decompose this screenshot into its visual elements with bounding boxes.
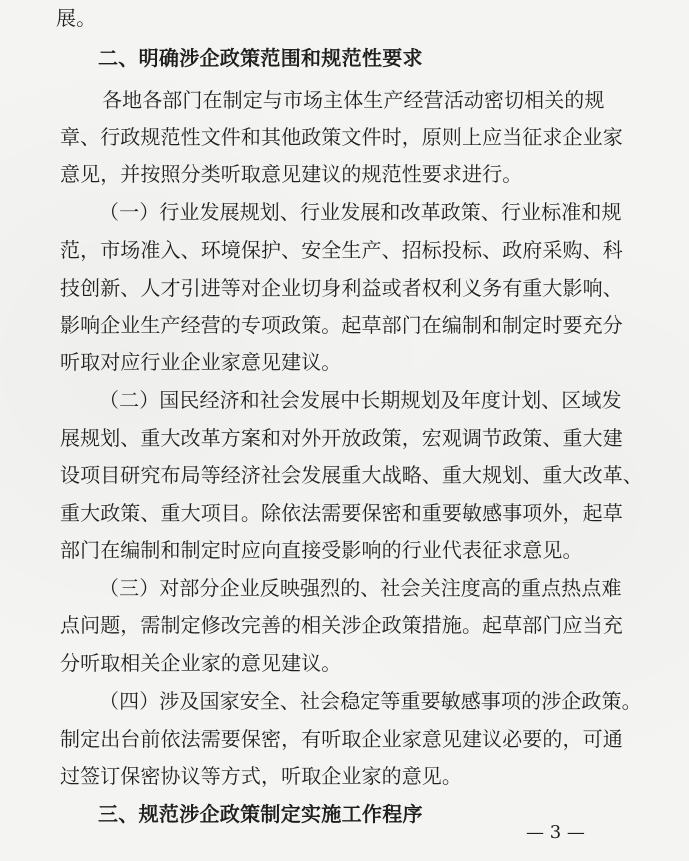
paragraph-intro-line-2: 章、行政规范性文件和其他政策文件时，原则上应当征求企业家 bbox=[60, 125, 623, 149]
paragraph-two-line-4: 重大政策、重大项目。除依法需要保密和重要敏感事项外，起草 bbox=[60, 501, 623, 525]
section-heading-3: 三、规范涉企政策制定实施工作程序 bbox=[98, 802, 423, 826]
paragraph-two-line-1: （二）国民经济和社会发展中长期规划及年度计划、区域发 bbox=[99, 388, 622, 412]
paragraph-one-line-3: 技创新、人才引进等对企业切身利益或者权利义务有重大影响、 bbox=[60, 276, 623, 300]
paragraph-four-line-1: （四）涉及国家安全、社会稳定等重要敏感事项的涉企政策。 bbox=[99, 689, 642, 713]
text-line-1: 展。 bbox=[56, 6, 97, 30]
page-number: — 3 — bbox=[526, 822, 585, 843]
paragraph-three-line-2: 点问题，需制定修改完善的相关涉企政策措施。起草部门应当充 bbox=[60, 613, 623, 637]
paragraph-one-line-5: 听取对应行业企业家意见建议。 bbox=[60, 350, 342, 374]
paragraph-one-line-4: 影响企业生产经营的专项政策。起草部门在编制和制定时要充分 bbox=[60, 313, 623, 337]
paragraph-one-line-1: （一）行业发展规划、行业发展和改革政策、行业标准和规 bbox=[99, 200, 622, 224]
section-heading-2: 二、明确涉企政策范围和规范性要求 bbox=[98, 46, 423, 70]
paragraph-two-line-5: 部门在编制和制定时应向直接受影响的行业代表征求意见。 bbox=[60, 538, 583, 562]
paragraph-intro-line-1: 各地各部门在制定与市场主体生产经营活动密切相关的规 bbox=[102, 88, 605, 112]
paragraph-three-line-1: （三）对部分企业反映强烈的、社会关注度高的重点热点难 bbox=[99, 576, 622, 600]
paragraph-two-line-3: 设项目研究布局等经济社会发展重大战略、重大规划、重大改革、 bbox=[60, 463, 643, 487]
paragraph-four-line-2: 制定出台前依法需要保密，有听取企业家意见建议必要的，可通 bbox=[60, 727, 623, 751]
paragraph-two-line-2: 展规划、重大改革方案和对外开放政策，宏观调节政策、重大建 bbox=[60, 426, 623, 450]
paragraph-four-line-3: 过签订保密协议等方式，听取企业家的意见。 bbox=[60, 764, 462, 788]
paragraph-three-line-3: 分听取相关企业家的意见建议。 bbox=[60, 651, 342, 675]
paragraph-intro-line-3: 意见，并按照分类听取意见建议的规范性要求进行。 bbox=[60, 162, 523, 186]
paragraph-one-line-2: 范，市场准入、环境保护、安全生产、招标投标、政府采购、科 bbox=[60, 238, 623, 262]
